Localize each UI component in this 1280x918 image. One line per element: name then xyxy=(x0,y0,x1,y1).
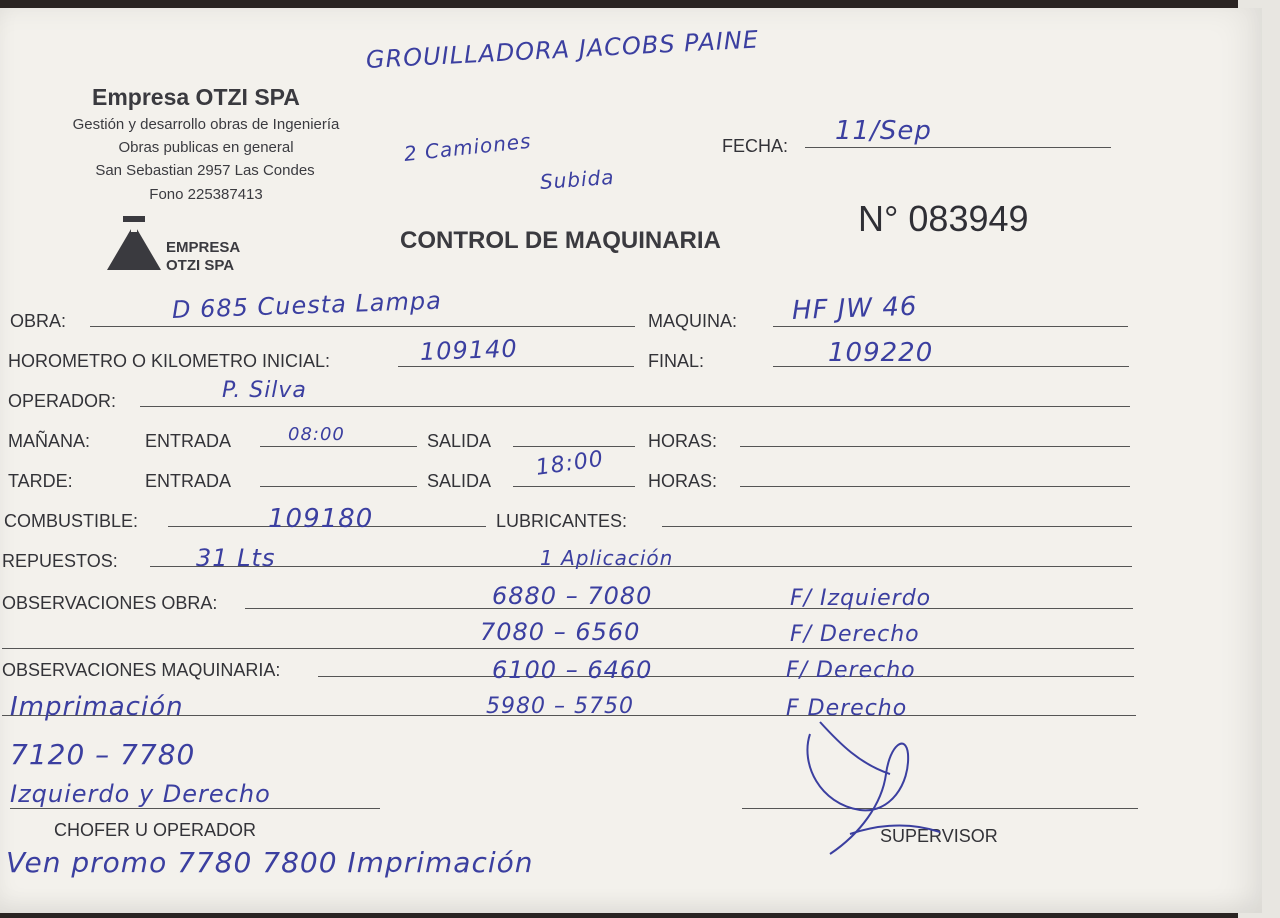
hw-obs-row2-range: 7080 – 6560 xyxy=(480,618,641,646)
hw-repuestos: 31 Lts xyxy=(196,544,276,572)
hw-obs-row3-range: 6100 – 6460 xyxy=(492,656,653,684)
operador-line xyxy=(140,406,1130,407)
final-line xyxy=(773,366,1129,367)
obs-obra-line-1 xyxy=(245,608,1133,609)
manana-entrada-line xyxy=(260,446,417,447)
form-title: CONTROL DE MAQUINARIA xyxy=(400,227,721,254)
supervisor-signature-icon xyxy=(790,714,950,864)
fecha-label: FECHA: xyxy=(722,136,789,156)
hw-final: 109220 xyxy=(828,338,934,368)
hw-obs-row2-side: F/ Derecho xyxy=(790,622,920,647)
form-number: N° 083949 xyxy=(858,198,1029,239)
final-label: FINAL: xyxy=(648,351,705,371)
obs-maq-line-1 xyxy=(318,676,1134,677)
hw-aplicacion: 1 Aplicación xyxy=(540,546,674,570)
hw-obs-row4-range: 5980 – 5750 xyxy=(486,694,634,719)
hw-side-note-1: 2 Camiones xyxy=(402,128,533,166)
repuestos-label: REPUESTOS: xyxy=(2,551,118,571)
obra-line xyxy=(90,326,635,327)
horometro-line xyxy=(398,366,634,367)
hw-side-note-2: Subida xyxy=(539,164,616,194)
form-sheet xyxy=(0,8,1262,913)
hw-operador: P. Silva xyxy=(222,378,307,403)
manana-horas-label: HORAS: xyxy=(648,431,718,451)
chofer-label: CHOFER U OPERADOR xyxy=(54,820,257,840)
supervisor-label: SUPERVISOR xyxy=(880,826,998,846)
company-line1: Gestión y desarrollo obras de Ingeniería xyxy=(72,116,340,133)
obs-maquinaria-label: OBSERVACIONES MAQUINARIA: xyxy=(2,660,281,680)
manana-salida-label: SALIDA xyxy=(427,431,492,451)
hw-horometro-inicial: 109140 xyxy=(419,334,519,366)
lubricantes-line xyxy=(662,526,1132,527)
hw-bottom-note: Ven promo 7780 7800 Imprimación xyxy=(6,846,534,879)
hw-obs-row1-range: 6880 – 7080 xyxy=(492,582,653,610)
company-name: Empresa OTZI SPA xyxy=(92,84,300,110)
tarde-salida-line xyxy=(513,486,635,487)
obs-obra-label: OBSERVACIONES OBRA: xyxy=(2,593,218,613)
tarde-horas-label: HORAS: xyxy=(648,471,718,491)
manana-label: MAÑANA: xyxy=(8,431,91,451)
tarde-salida-label: SALIDA xyxy=(427,471,492,491)
tarde-entrada-line xyxy=(260,486,417,487)
hw-maq-note-1: Imprimación xyxy=(10,692,184,722)
maquina-line xyxy=(773,326,1128,327)
logo-text-2: OTZI SPA xyxy=(166,257,235,274)
hw-top-note: GROUILLADORA JACOBS PAINE xyxy=(365,25,760,74)
hw-maq-note-3: Izquierdo y Derecho xyxy=(10,780,271,808)
hw-obs-row3-side: F/ Derecho xyxy=(786,658,916,683)
lubricantes-label: LUBRICANTES: xyxy=(496,511,628,531)
maquina-label: MAQUINA: xyxy=(648,311,738,331)
manana-salida-line xyxy=(513,446,635,447)
hw-tarde-salida: 18:00 xyxy=(534,446,606,481)
operador-label: OPERADOR: xyxy=(8,391,117,411)
company-line2: Obras publicas en general xyxy=(118,139,294,156)
obra-label: OBRA: xyxy=(10,311,67,331)
horometro-label: HOROMETRO O KILOMETRO INICIAL: xyxy=(8,351,331,371)
hw-manana-entrada: 08:00 xyxy=(288,424,345,445)
hw-fecha: 11/Sep xyxy=(835,116,932,146)
chofer-line xyxy=(10,808,380,809)
hw-maquina: HF JW 46 xyxy=(791,291,918,326)
company-line3: San Sebastian 2957 Las Condes xyxy=(95,162,315,179)
hw-obs-row4-side: F Derecho xyxy=(786,696,908,721)
hw-obs-row1-side: F/ Izquierdo xyxy=(790,586,932,611)
obs-obra-line-2 xyxy=(2,648,1134,649)
tarde-entrada-label: ENTRADA xyxy=(145,471,232,491)
tarde-label: TARDE: xyxy=(8,471,73,491)
logo-text-1: EMPRESA xyxy=(166,239,241,256)
manana-horas-line xyxy=(740,446,1130,447)
fecha-line xyxy=(805,147,1111,148)
company-line4: Fono 225387413 xyxy=(149,186,263,203)
hw-combustible: 109180 xyxy=(268,504,374,534)
hw-maq-note-2: 7120 – 7780 xyxy=(10,738,196,771)
manana-entrada-label: ENTRADA xyxy=(145,431,232,451)
company-logo-icon xyxy=(103,214,165,270)
combustible-label: COMBUSTIBLE: xyxy=(4,511,139,531)
hw-obra: D 685 Cuesta Lampa xyxy=(171,286,443,324)
tarde-horas-line xyxy=(740,486,1130,487)
